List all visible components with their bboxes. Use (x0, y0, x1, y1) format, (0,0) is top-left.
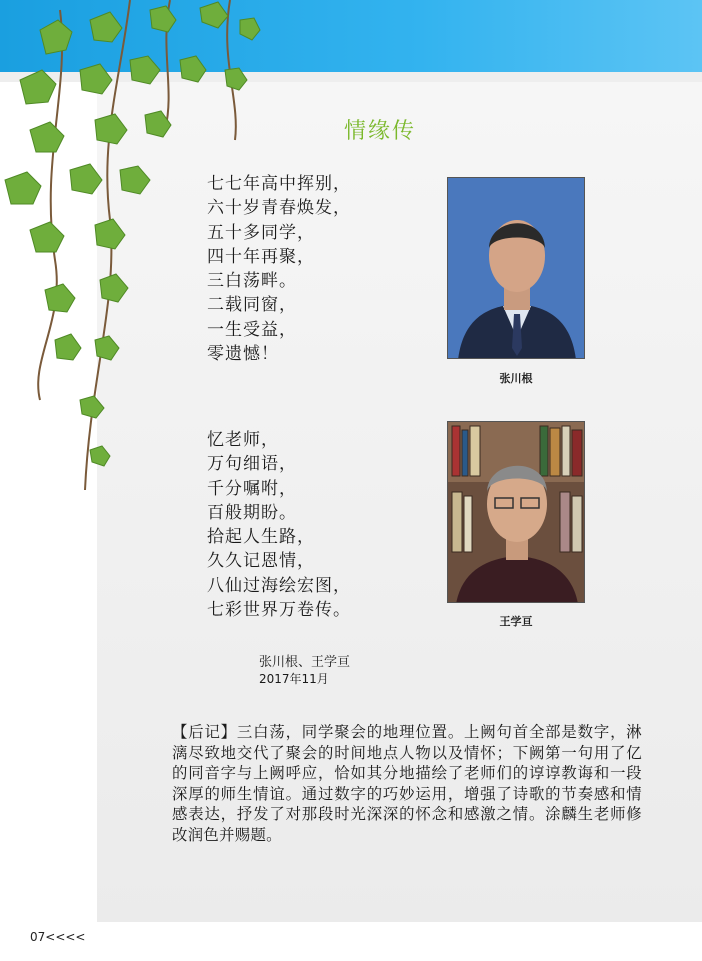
poem-line: 千分嘱咐， (207, 478, 297, 499)
poem-line: 久久记恩情， (207, 551, 315, 572)
poem-line: 零遗憾！ (207, 344, 279, 365)
poem-line: 一生受益， (207, 319, 297, 340)
poem-line: 百般期盼。 (207, 502, 297, 523)
photo-caption: 张川根 (499, 372, 533, 385)
postscript (172, 722, 642, 845)
poem-second-stanza (207, 428, 351, 622)
poem-line: 四十年再聚， (207, 246, 315, 267)
page-title: 情缘传 (343, 119, 416, 144)
poem-line: 七七年高中挥别， (207, 174, 351, 194)
poem-first-stanza (207, 172, 351, 366)
portrait-photo-wang (447, 421, 585, 603)
signature-date: 2017年11月 (259, 672, 329, 686)
poem-line: 忆老师， (207, 430, 279, 450)
signature-block (259, 654, 350, 688)
poem-line: 二载同窗， (207, 295, 297, 316)
poem-line: 八仙过海绘宏图， (207, 575, 351, 596)
poem-line: 万句细语， (207, 454, 297, 475)
postscript-text: 【后记】三白荡，同学聚会的地理位置。上阙句首全部是数字，淋漓尽致地交代了聚会的时间地点人物以及情怀；下阙第一句用了亿的同音字与上阙呼应，恰如其分地描绘了老师们的谆谆教诲和一段深厚的师生情谊。通过数字的巧妙运用，增强了诗歌的节奏感和情感表达，抒发了对那段时光深深的怀念和感激之情。涂麟生老师修改润色并赐题。 (172, 723, 642, 844)
photo-caption: 王学亘 (499, 615, 533, 628)
poem-line: 拾起人生路， (207, 527, 315, 548)
poem-line: 六十岁青春焕发， (207, 198, 351, 219)
portrait-photo-zhang (447, 177, 585, 359)
signature-authors: 张川根、王学亘 (259, 655, 351, 670)
page-number: 07<<<< (30, 930, 86, 944)
poem-line: 五十多同学， (207, 222, 315, 243)
poem-line: 三白荡畔。 (207, 271, 297, 292)
poem-line: 七彩世界万卷传。 (207, 600, 351, 621)
